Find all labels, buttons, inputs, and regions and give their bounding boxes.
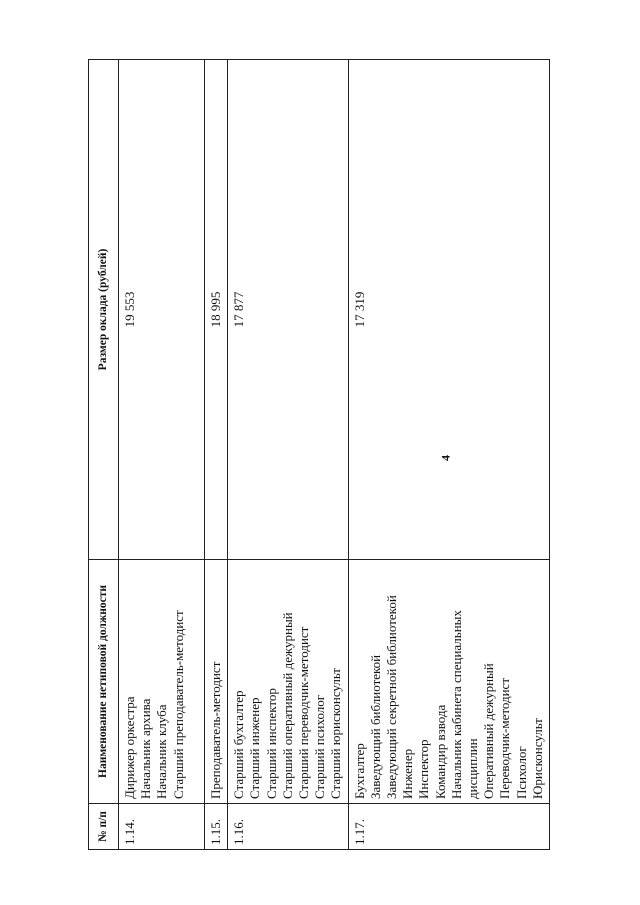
table-header-row [89, 60, 119, 850]
position-name: Юрисконсульт [529, 718, 545, 799]
position-name: Начальник архива [138, 698, 154, 799]
salary-value: 18 995 [208, 291, 223, 328]
position-name: Заведующий библиотекой [367, 654, 383, 799]
row-positions [348, 560, 549, 804]
position-name: Заведующий секретной библиотекой [384, 595, 400, 799]
position-name: Инспектор [416, 739, 432, 799]
row-salary [205, 60, 228, 560]
position-name: Старший психолог [312, 694, 328, 799]
position-name: Старший преподаватель-методист [170, 610, 186, 799]
position-name: Начальник клуба [154, 704, 170, 799]
position-name: Психолог [513, 746, 529, 799]
header-salary: Размер оклада (рублей) [89, 60, 119, 560]
position-name: Старший переводчик-методист [296, 626, 312, 799]
salary-table-frame [88, 60, 550, 850]
position-name: Инженер [400, 748, 416, 799]
salary-value: 17 877 [231, 291, 247, 328]
row-number: 1.17. [348, 804, 549, 850]
row-number: 1.15. [205, 804, 228, 850]
position-name: Старший юрисконсульт [328, 668, 344, 799]
position-name: Старший инженер [247, 697, 263, 799]
position-name: Оперативный дежурный [481, 663, 497, 799]
position-name: Старший инспектор [263, 688, 279, 799]
position-name: Переводчик-методист [497, 677, 513, 799]
salary-value: 19 553 [122, 291, 137, 328]
page-number: 4 [438, 455, 453, 461]
row-salary [119, 60, 205, 560]
table-row [228, 60, 348, 850]
position-name: Преподаватель-методист [208, 661, 223, 799]
header-position: Наименование нетиповой должности [89, 560, 119, 804]
row-salary [348, 60, 549, 560]
salary-table [88, 59, 550, 850]
row-positions [205, 560, 228, 804]
position-name: Старший оперативный дежурный [279, 612, 295, 799]
row-number: 1.16. [228, 804, 348, 850]
table-row [119, 60, 205, 850]
position-name: Дирижер оркестра [122, 696, 137, 799]
position-name: Начальник кабинета специальных дисциплин [448, 610, 481, 799]
salary-value: 17 319 [351, 291, 367, 328]
table-row [205, 60, 228, 850]
row-positions [228, 560, 348, 804]
table-row [348, 60, 549, 850]
row-positions [119, 560, 205, 804]
header-number: № п/п [89, 804, 119, 850]
position-name: Бухгалтер [351, 743, 367, 799]
row-salary [228, 60, 348, 560]
position-name: Командир взвода [432, 704, 448, 799]
row-number: 1.14. [119, 804, 205, 850]
position-name: Старший бухгалтер [231, 690, 247, 799]
